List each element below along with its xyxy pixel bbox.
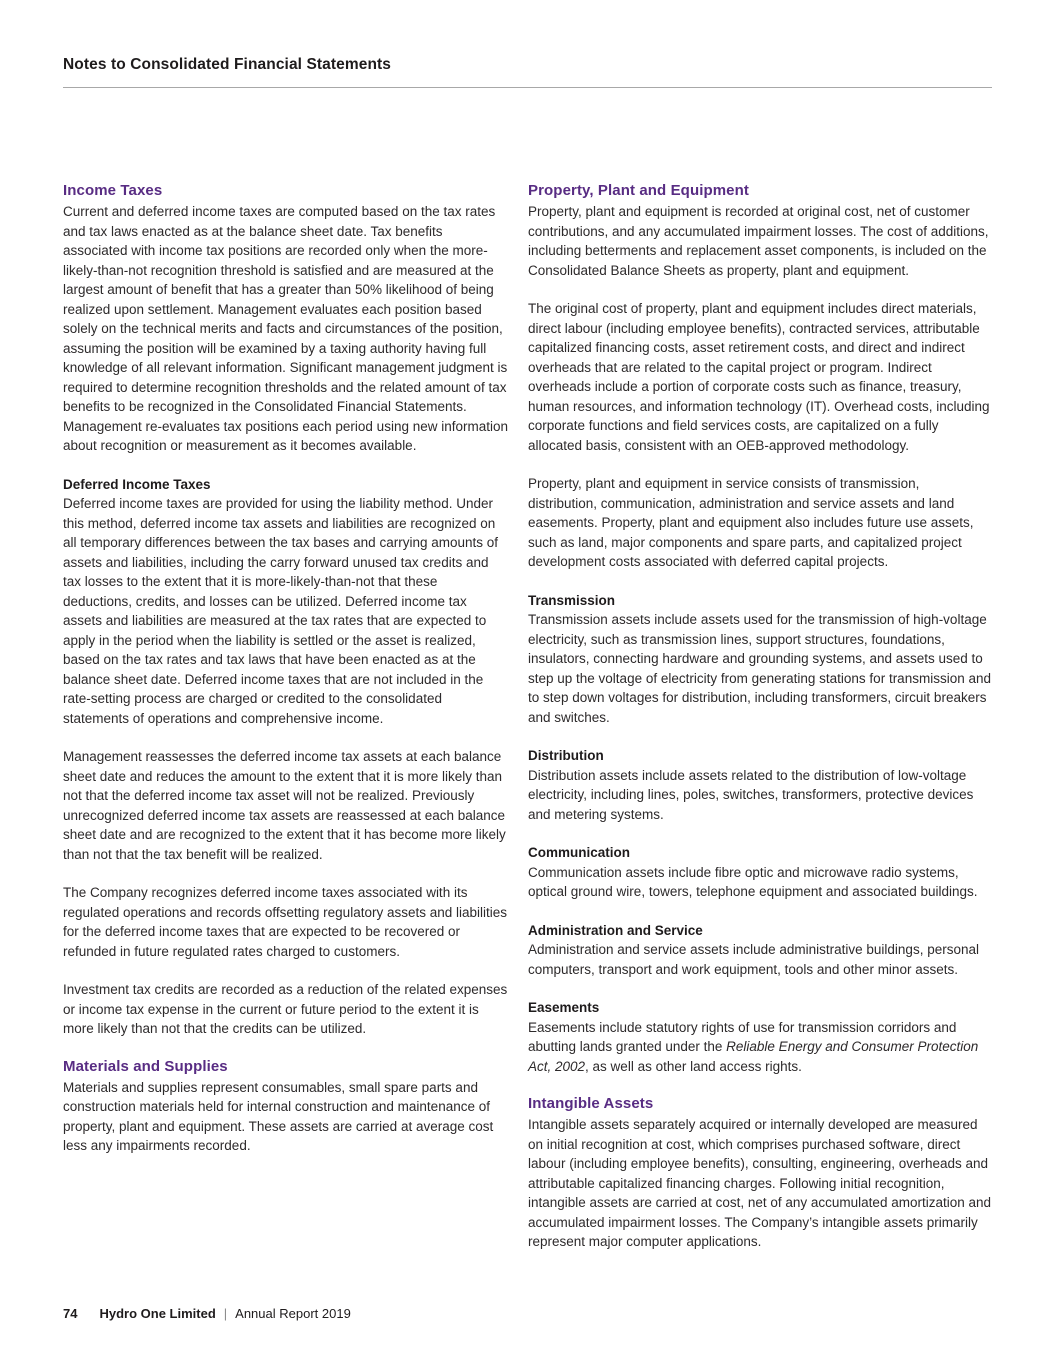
- document-section: [63, 475, 508, 1039]
- document-section: [528, 1095, 992, 1252]
- paragraph: Easements include statutory rights of use for transmission corridors and abutting lands granted under the Reliable Energy and Consumer Protection Act, 2002, as well as other land access rights.: [528, 1019, 979, 1074]
- footer-report: Annual Report 2019: [235, 1306, 351, 1321]
- page-number: 74: [63, 1306, 78, 1321]
- document-section: [63, 1058, 508, 1156]
- section-heading: Transmission: [528, 592, 616, 608]
- paragraph: The Company recognizes deferred income taxes associated with its regulated operations and records offsetting regulatory assets and liabilities for the deferred income taxes that are expected to be recovered or refunded in future regulated rates charged to customers.: [63, 885, 508, 959]
- paragraph: Management reassesses the deferred income tax assets at each balance sheet date and reduces the amount to the extent that it is more likely than not that the deferred income tax asset will not be realized. Previously unrecognized deferred income tax assets are reassessed at each balance sheet date and are recognized to the extent that it has become more likely than not that the tax benefit will be realized.: [63, 749, 506, 862]
- document-section: [528, 998, 992, 1076]
- paragraph: The original cost of property, plant and equipment includes direct materials, direct labour (including employee benefits), contracted services, attributable capitalized financing costs, asset retirement costs, and direct and indirect overheads that are related to the capital project or program. Indirect overheads include a portion of corporate costs such as finance, treasury, human resources, and information technology (IT). Overhead costs, including corporate functions and field services costs, are capitalized on a fully allocated basis, consistent with an OEB-approved methodology.: [528, 301, 990, 453]
- section-heading: Administration and Service: [528, 922, 703, 938]
- section-heading: Property, Plant and Equipment: [528, 182, 749, 199]
- section-heading: Income Taxes: [63, 182, 163, 199]
- paragraph: Intangible assets separately acquired or internally developed are measured on initial recognition at cost, which comprises purchased software, direct labour (including employee benefits), consulting, engineering, overheads and attributable capitalized financing charges. Following initial recognition, intangible assets are carried at cost, net of any accumulated amortization and accumulated impairment losses. The Company’s intangible assets primarily represent major computer applications.: [528, 1117, 992, 1249]
- page-title: Notes to Consolidated Financial Statements: [63, 56, 392, 73]
- section-heading: Distribution: [528, 748, 604, 763]
- paragraph: Property, plant and equipment in service consists of transmission, distribution, communication, administration and service assets and land easements. Property, plant and equipment also includes future use assets, such as land, major components and spare parts, and capitalized project development costs associated with deferred capital projects.: [528, 476, 974, 569]
- section-heading: Intangible Assets: [528, 1095, 654, 1112]
- document-section: [63, 182, 508, 456]
- section-heading: Materials and Supplies: [63, 1057, 228, 1075]
- document-section: [528, 182, 992, 572]
- paragraph: Property, plant and equipment is recorded at original cost, net of customer contributions, and any accumulated impairment losses. The cost of additions, including betterments and replacement asset components, is included on the Consolidated Balance Sheets as property, plant and equipment.: [528, 204, 989, 278]
- content-columns: [0, 182, 1055, 1271]
- column-right: [528, 182, 992, 1271]
- paragraph: Current and deferred income taxes are computed based on the tax rates and tax laws enacted as at the balance sheet date. Tax benefits associated with income tax positions are recorded only when the more-likely-than-not recognition threshold is satisfied and are measured at the largest amount of benefit that has a greater than 50% likelihood of being realized upon settlement. Management evaluates each position based solely on the technical merits and facts and circumstances of the position, assuming the position will be examined by a taxing authority having full knowledge of all relevant information. Significant management judgment is required to determine recognition thresholds and the related amount of tax benefits to be recognized in the Consolidated Financial Statements. Management re-evaluates tax positions each period using new information about recognition or measurement as it becomes available.: [63, 204, 509, 453]
- footer-separator: |: [223, 1306, 228, 1321]
- section-heading: Easements: [528, 1000, 600, 1015]
- header-divider: [63, 87, 992, 88]
- section-heading: Communication: [528, 845, 631, 860]
- document-section: [528, 843, 992, 902]
- section-heading: Deferred Income Taxes: [63, 476, 211, 492]
- paragraph: Investment tax credits are recorded as a reduction of the related expenses or income tax expense in the current or future period to the extent it is more likely than not that the credits can be utilized.: [63, 982, 508, 1036]
- page-header: [0, 0, 1055, 88]
- column-left: [63, 182, 508, 1271]
- paragraph: Deferred income taxes are provided for using the liability method. Under this method, deferred income tax assets and liabilities are recognized on all temporary differences between the tax bases and carrying amounts of assets and liabilities, including the carry forward unused tax credits and tax losses to the extent that it is more-likely-than-not that these deductions, credits, and losses can be utilized. Deferred income tax assets and liabilities are measured at the tax rates that are expected to apply in the period when the liability is settled or the asset is realized, based on the tax rates and tax laws that have been enacted as at the balance sheet date. Deferred income taxes that are not included in the rate-setting process are charged or credited to the consolidated statements of operations and comprehensive income.: [63, 496, 498, 726]
- paragraph: Distribution assets include assets related to the distribution of low-voltage electricity, including lines, poles, switches, transformers, protective devices and metering systems.: [528, 767, 974, 822]
- document-section: [528, 921, 992, 980]
- paragraph: Communication assets include fibre optic and microwave radio systems, optical ground wire, towers, telephone equipment and associated buildings.: [528, 864, 978, 899]
- page-footer: [63, 1306, 351, 1321]
- paragraph: Materials and supplies represent consumables, small spare parts and construction materials held for internal construction and maintenance of property, plant and equipment. These assets are carried at average cost less any impairments recorded.: [63, 1079, 494, 1153]
- document-section: [528, 591, 992, 728]
- paragraph: Administration and service assets include administrative buildings, personal computers, transport and work equipment, tools and other minor assets.: [528, 942, 979, 977]
- document-section: [528, 746, 992, 824]
- paragraph: Transmission assets include assets used for the transmission of high-voltage electricity, such as transmission lines, support structures, foundations, insulators, connecting hardware and grounding systems, and assets used to step up the voltage of electricity from generating stations for transmission and to step down voltages for distribution, including transformers, circuit breakers and switches.: [528, 612, 991, 725]
- footer-company: Hydro One Limited: [99, 1306, 216, 1321]
